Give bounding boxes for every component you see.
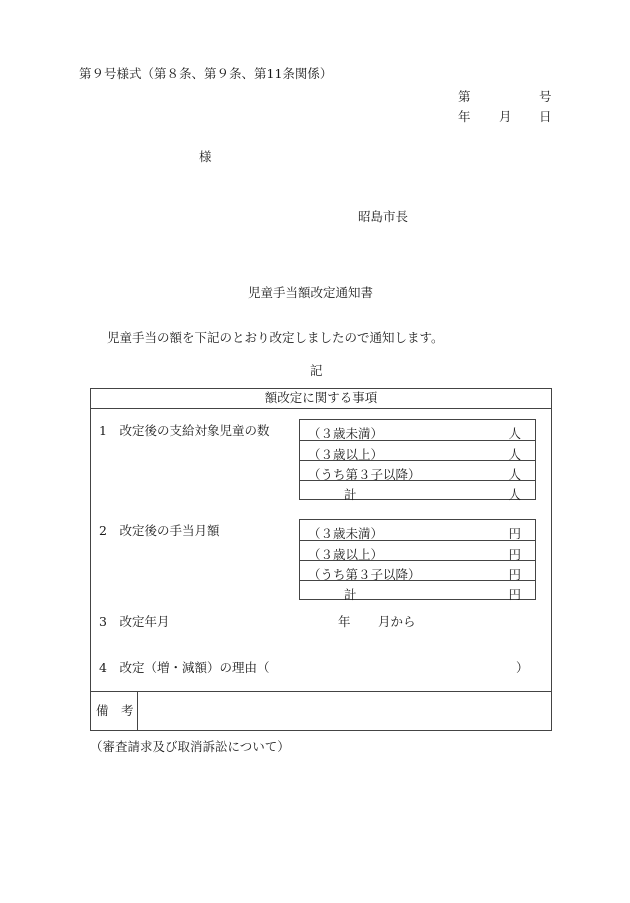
item3-label: 3 改定年月 — [99, 614, 170, 629]
footer-note: （審査請求及び取消訴訟について） — [90, 739, 290, 754]
item1-row-under3 — [300, 420, 535, 440]
item2-row-total — [300, 580, 535, 600]
form-title: 第９号様式（第８条、第９条、第11条関係） — [79, 66, 333, 81]
item1-row-unit: 人 — [508, 467, 521, 482]
item3-month-from: 月から — [378, 614, 416, 629]
item3-year: 年 — [338, 614, 351, 629]
remarks-divider — [90, 691, 552, 692]
doc-title: 児童手当額改定通知書 — [248, 285, 374, 300]
item2-row-label: （３歳未満） — [308, 526, 384, 541]
table-header-divider — [90, 408, 552, 409]
item2-row-unit: 円 — [508, 567, 521, 582]
table-header: 額改定に関する事項 — [264, 390, 378, 405]
item2-row-label: （３歳以上） — [308, 547, 384, 562]
number-label-dai: 第 — [458, 89, 471, 104]
remarks-column-divider — [137, 691, 138, 731]
item2-row-label: 計 — [344, 587, 357, 602]
remarks-label: 備 考 — [96, 703, 134, 718]
item2-row-unit: 円 — [508, 547, 521, 562]
item4-close-paren: ） — [516, 660, 529, 675]
item2-row-third-child — [300, 560, 535, 580]
item2-row-unit: 円 — [508, 526, 521, 541]
item1-subtable — [299, 419, 536, 500]
item2-row-unit: 円 — [508, 587, 521, 602]
date-label-nen: 年 — [458, 109, 471, 124]
item1-row-label: （うち第３子以降） — [308, 467, 421, 482]
item1-row-unit: 人 — [508, 487, 521, 502]
item2-label: 2 改定後の手当月額 — [99, 523, 220, 538]
item1-label: 1 改定後の支給対象児童の数 — [99, 423, 270, 438]
item1-row-label: （３歳未満） — [308, 426, 384, 441]
date-label-hi: 日 — [539, 109, 552, 124]
number-label-go: 号 — [539, 89, 552, 104]
item1-row-label: （３歳以上） — [308, 447, 384, 462]
item4-label: 4 改定（増・減額）の理由（ — [99, 660, 270, 675]
item1-row-unit: 人 — [508, 426, 521, 441]
item1-row-label: 計 — [344, 487, 357, 502]
item1-row-over3 — [300, 440, 535, 460]
item2-row-under3 — [300, 520, 535, 540]
item1-row-unit: 人 — [508, 447, 521, 462]
ki-label: 記 — [310, 363, 323, 378]
item2-row-label: （うち第３子以降） — [308, 567, 421, 582]
recipient-suffix: 様 — [199, 149, 212, 164]
item1-row-third-child — [300, 460, 535, 480]
date-label-tsuki: 月 — [499, 109, 512, 124]
body-text: 児童手当の額を下記のとおり改定しましたので通知します。 — [107, 330, 444, 345]
item2-subtable — [299, 519, 536, 600]
item2-row-over3 — [300, 540, 535, 560]
item1-row-total — [300, 480, 535, 500]
issuer: 昭島市長 — [358, 209, 409, 224]
